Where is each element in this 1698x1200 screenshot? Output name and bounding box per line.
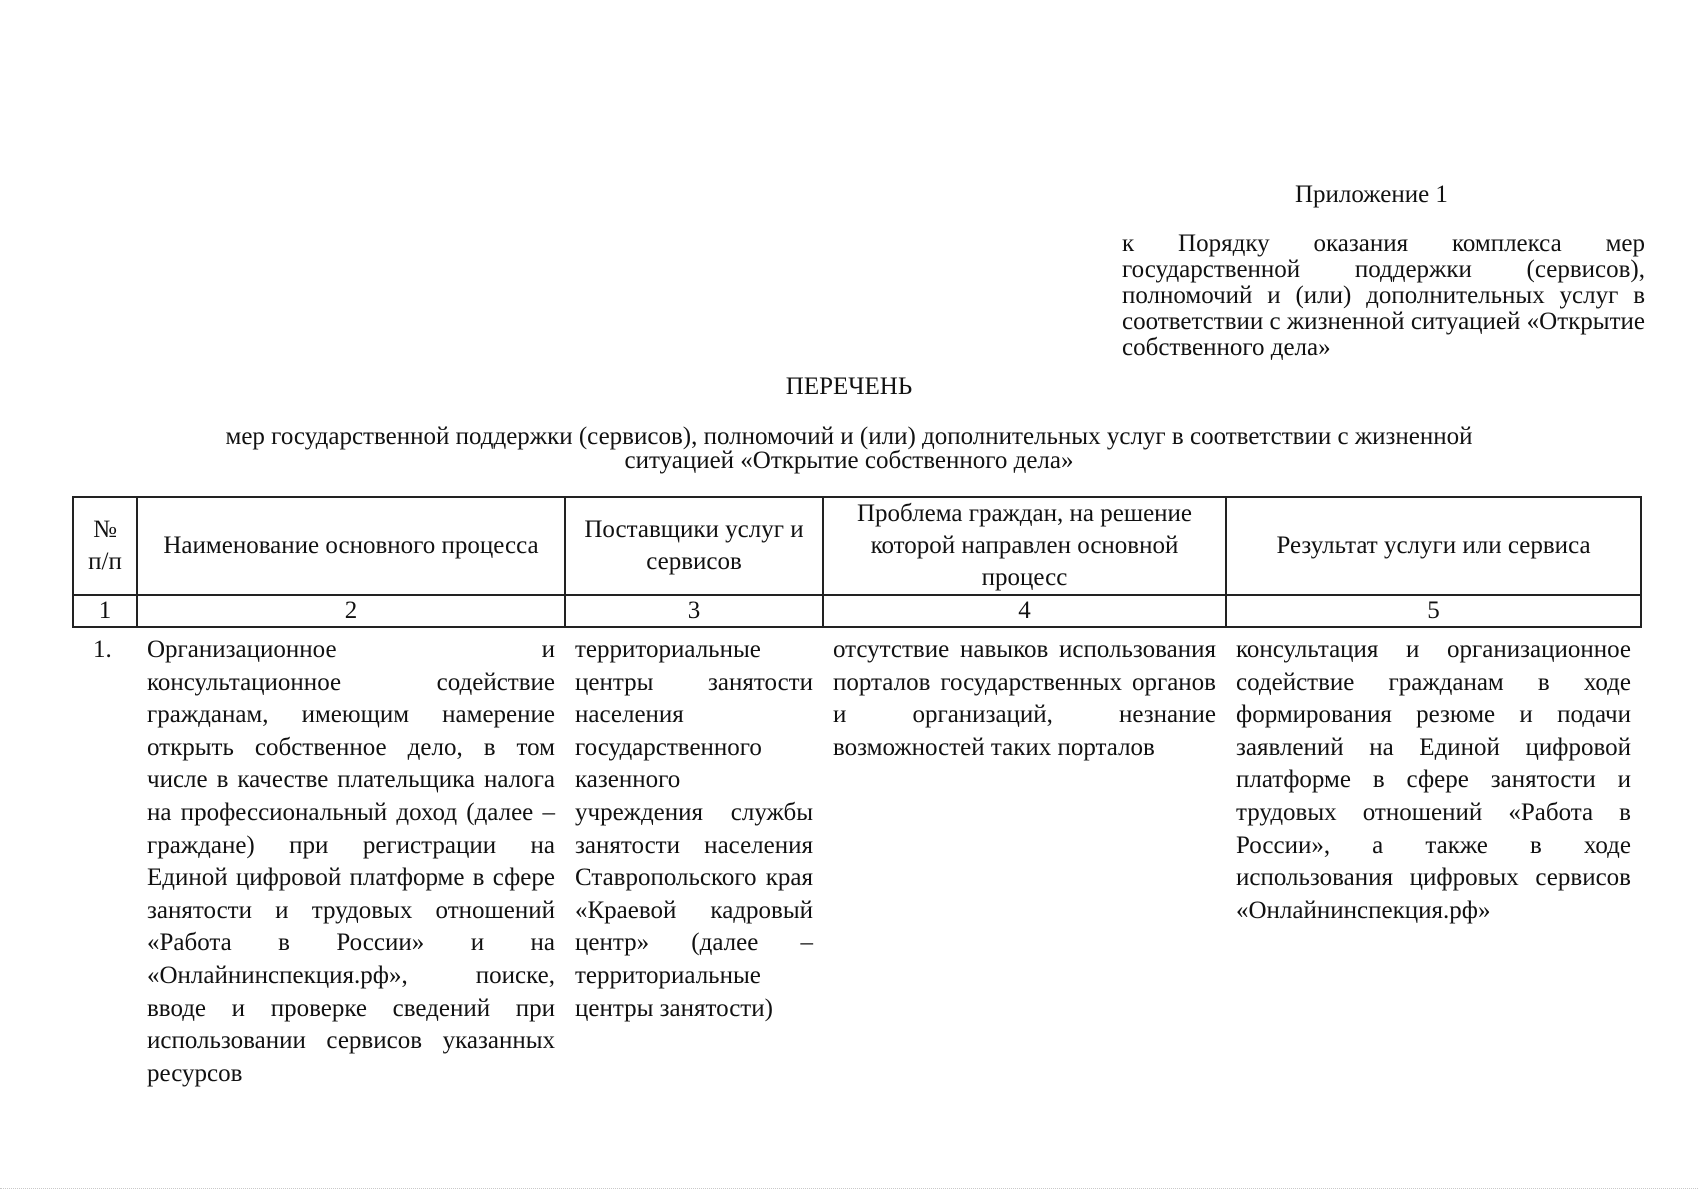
document-title: ПЕРЕЧЕНЬ bbox=[785, 373, 913, 400]
process-cell: Организационное и консультационное содействие гражданам, имеющим намерение открыть собственное дело, в том числе в качестве плательщика налога на профессиональный доход (далее – граждане) при регистрации на Единой цифровой платформе в сфере занятости и трудовых отношений «Работа в России» и на «Онлайнинспекция.рф», поиске, вводе и проверке сведений при использовании сервисов указанных ресурсов bbox=[147, 636, 555, 1087]
appendix-reference: к Порядку оказания комплекса мер государственной поддержки (сервисов), полномочий и (или) дополнительных услуг в соответствии с жизненной ситуацией «Открытие собственного дела» bbox=[1122, 230, 1645, 361]
table-header-row bbox=[73, 497, 1641, 595]
result-cell: консультация и организационное содействие гражданам в ходе формирования резюме и подачи заявлений на Единой цифровой платформе в сфере занятости и трудовых отношений «Работа в России», а также в ходе использования цифровых сервисов «Онлайнинспекция.рф» bbox=[1236, 636, 1631, 924]
column-number: 1 bbox=[73, 595, 137, 627]
column-number: 5 bbox=[1226, 595, 1641, 627]
header-problem: Проблема граждан, на решение которой направлен основной процесс bbox=[823, 497, 1226, 595]
column-number: 4 bbox=[823, 595, 1226, 627]
document-subtitle: мер государственной поддержки (сервисов), полномочий и (или) дополнительных услуг в соответствии с жизненной ситуацией «Открытие собственного дела» bbox=[225, 423, 1473, 474]
problem-cell: отсутствие навыков использования порталов государственных органов и организаций, незнание возможностей таких порталов bbox=[833, 636, 1216, 761]
column-number: 2 bbox=[137, 595, 565, 627]
header-providers: Поставщики услуг и сервисов bbox=[565, 497, 823, 595]
providers-cell: территориальные центры занятости населения государственного казенного учреждения службы занятости населения Ставропольского края «Краевой кадровый центр» (далее – территориальные центры занятости) bbox=[575, 636, 813, 1022]
header-number: № п/п bbox=[73, 497, 137, 595]
row-number: 1. bbox=[93, 636, 112, 663]
measures-table bbox=[72, 496, 1642, 1090]
header-process: Наименование основного процесса bbox=[137, 497, 565, 595]
table-row bbox=[73, 627, 1641, 1090]
column-numbers-row bbox=[73, 595, 1641, 627]
header-result: Результат услуги или сервиса bbox=[1226, 497, 1641, 595]
appendix-label: Приложение 1 bbox=[1295, 181, 1448, 208]
scan-edge-line bbox=[0, 1188, 1698, 1189]
column-number: 3 bbox=[565, 595, 823, 627]
